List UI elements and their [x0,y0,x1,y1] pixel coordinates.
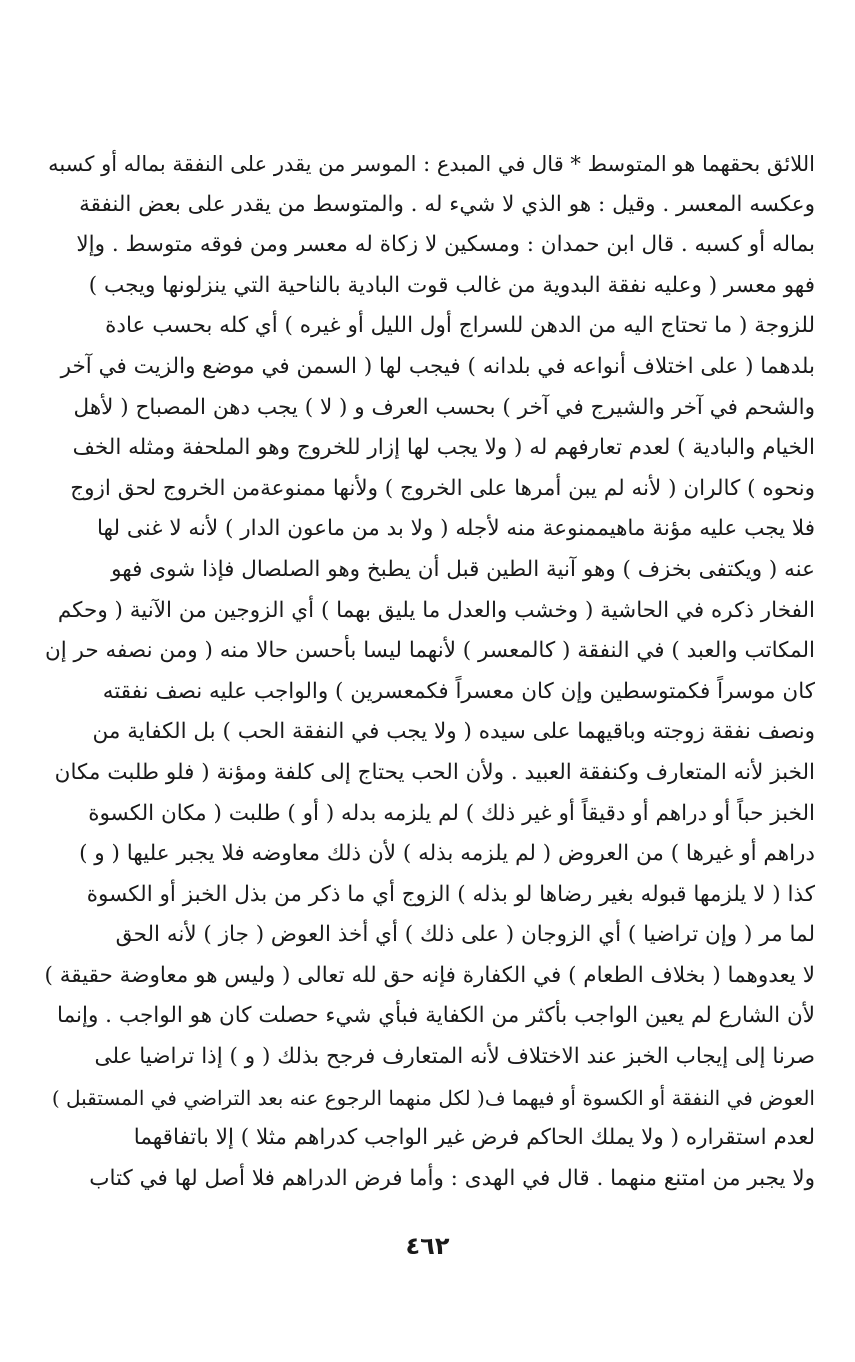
text-line: الخبز حباً أو دراهم أو دقيقاً أو غير ذلك ) لم يلزمه بدله ( أو ) طلبت ( مكان الكسوة [88,800,815,826]
text-line: العوض في النفقة أو الكسوة أو فيهما ف( لكل منهما الرجوع عنه بعد التراضي في المستقبل ) [51,1085,815,1110]
text-line: كذا ( لا يلزمها قبوله بغير رضاها لو بذله ) الزوج أي ما ذكر من بذل الخبز أو الكسوة [86,881,815,907]
page-number: ٤٦٢ [405,1232,450,1260]
text-line: لعدم استقراره ( ولا يملك الحاكم فرض غير الواجب كدراهم مثلا ) إلا باتفاقهما [133,1125,815,1151]
text-line: بماله أو كسبه . قال ابن حمدان : ومسكين لا زكاة له معسر ومن فوقه متوسط . وإلا [76,232,815,258]
text-line: فلا يجب عليه مؤنة ماهيممنوعة منه لأجله ( ولا بد من ماعون الدار ) لأنه لا غنى لها [96,516,815,542]
text-line: الخبز لأنه المتعارف وكنفقة العبيد . ولأن الحب يحتاج إلى كلفة ومؤنة ( فلو طلبت مكان [54,759,815,785]
text-line: ونحوه ) كالران ( لأنه لم يبن أمرها على الخروج ) ولأنها ممنوعةمن الخروج لحق ازوج [70,475,815,501]
text-line: ونصف نفقة زوجته وباقيهما على سيده ( ولا يجب في النفقة الحب ) بل الكفاية من [92,719,815,745]
text-line: صرنا إلى إيجاب الخبز عند الاختلاف لأنه المتعارف فرجح بذلك ( و ) إذا تراضيا على [94,1044,815,1070]
text-line: ولا يجبر من امتنع منهما . قال في الهدى : وأما فرض الدراهم فلا أصل لها في كتاب [89,1165,815,1191]
text-line: بلدهما ( على اختلاف أنواعه في بلدانه ) فيجب لها ( السمن في موضع والزيت في آخر [60,353,815,379]
text-line: اللائق بحقهما هو المتوسط * قال في المبدع : الموسر من يقدر على النفقة بماله أو كسبه [48,152,815,176]
text-line: وعكسه المعسر . وقيل : هو الذي لا شيء له . والمتوسط من يقدر على بعض النفقة [79,191,815,217]
text-line: كان موسراً فكمتوسطين وإن كان معسراً فكمعسرين ) والواجب عليه نصف نفقته [102,678,815,704]
text-line: الخيام والبادية ) لعدم تعارفهم له ( ولا يجب لها إزار للخروج وهو الملحفة ومثله الخف [72,435,815,461]
text-line: دراهم أو غيرها ) من العروض ( لم يلزمه بذله ) لأن ذلك معاوضه فلا يجبر عليها ( و ) [79,841,815,867]
body-text [40,144,815,1199]
text-line: لأن الشارع لم يعين الواجب بأكثر من الكفاية فبأي شيء حصلت كان هو الواجب . وإنما [57,1003,815,1029]
text-line: المكاتب والعبد ) في النفقة ( كالمعسر ) لأنهما ليسا بأحسن حالا منه ( ومن نصفه حر إن [44,638,815,664]
text-line: عنه ( ويكتفى بخزف ) وهو آنية الطين قبل أن يطبخ وهو الصلصال فإذا شوى فهو [111,556,815,582]
text-line: فهو معسر ( وعليه نفقة البدوية من غالب قوت البادية بالناحية التي ينزلونها ويجب ) [88,272,815,298]
text-line: والشحم في آخر والشيرج في آخر ) بحسب العرف و ( لا ) يجب دهن المصباح ( لأهل [73,394,815,420]
text-line: للزوجة ( ما تحتاج اليه من الدهن للسراج أول الليل أو غيره ) أي كله بحسب عادة [105,313,815,339]
text-line: لما مر ( وإن تراضيا ) أي الزوجان ( على ذلك ) أي أخذ العوض ( جاز ) لأنه الحق [115,922,815,948]
text-line: لا يعدوهما ( بخلاف الطعام ) في الكفارة فإنه حق لله تعالى ( وليس هو معاوضة حقيقة ) [44,962,815,988]
text-line: الفخار ذكره في الحاشية ( وخشب والعدل ما يليق بهما ) أي الزوجين من الآنية ( وحكم [57,597,815,623]
